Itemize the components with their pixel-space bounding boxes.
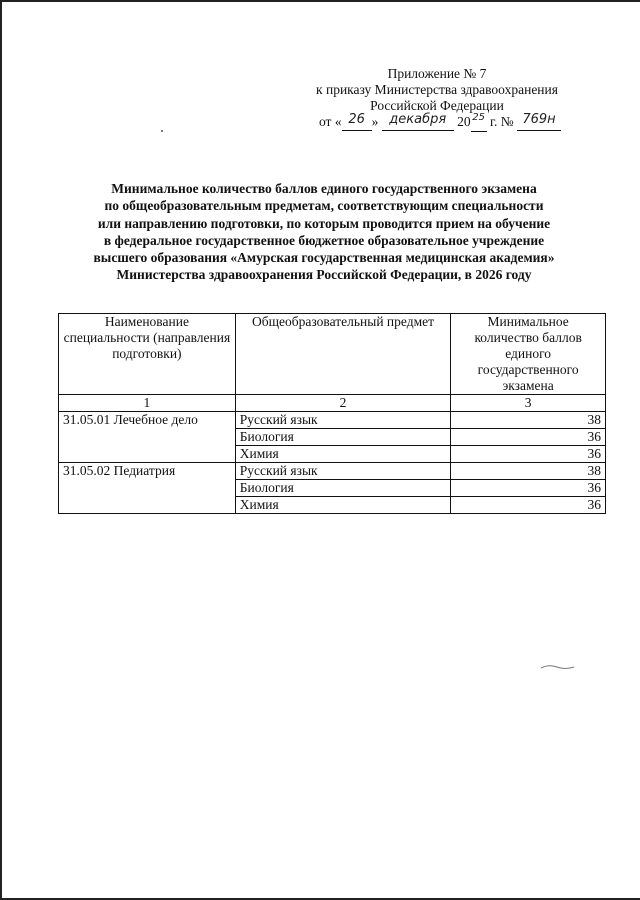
title-line: в федеральное государственное бюджетное образовательное учреждение bbox=[103, 232, 545, 248]
year-prefix: 20 bbox=[457, 114, 471, 129]
score-cell: 38 bbox=[451, 412, 606, 429]
order-date-line bbox=[298, 114, 582, 132]
title-line: Минимальное количество баллов единого государственного экзамена bbox=[111, 181, 537, 196]
order-number-prefix: г. № bbox=[489, 114, 514, 129]
title-line: Министерства здравоохранения Российской Федерации, в 2026 году bbox=[116, 267, 532, 283]
handwritten-order-number: 769н bbox=[522, 112, 556, 127]
subject-cell: Химия bbox=[235, 446, 451, 463]
subject-cell: Биология bbox=[235, 429, 451, 446]
score-cell: 36 bbox=[451, 497, 606, 514]
scan-dust-dot bbox=[161, 130, 163, 132]
score-cell: 36 bbox=[451, 446, 606, 463]
appendix-header bbox=[292, 66, 582, 132]
title-line: или направлению подготовки, по которым проводится прием на обучение bbox=[97, 215, 551, 231]
document-title bbox=[64, 180, 584, 284]
column-number-row bbox=[59, 395, 606, 412]
subject-cell: Химия bbox=[235, 497, 451, 514]
scores-table bbox=[58, 313, 606, 514]
scan-edge-top bbox=[0, 0, 640, 2]
column-number: 3 bbox=[451, 395, 606, 412]
date-mid: » bbox=[371, 114, 379, 129]
scan-pen-mark bbox=[540, 662, 576, 672]
score-cell: 38 bbox=[451, 463, 606, 480]
specialty-cell: 31.05.02 Педиатрия bbox=[59, 463, 236, 514]
subject-cell: Русский язык bbox=[235, 463, 451, 480]
title-line: высшего образования «Амурская государственная медицинская академия» bbox=[93, 250, 555, 266]
header-specialty: Наименование специальности (направления подготовки) bbox=[59, 314, 236, 395]
score-cell: 36 bbox=[451, 429, 606, 446]
header-subject: Общеобразовательный предмет bbox=[235, 314, 451, 395]
score-cell: 36 bbox=[451, 480, 606, 497]
table-header-row bbox=[59, 314, 606, 395]
table-row bbox=[59, 463, 606, 480]
handwritten-year: 25 bbox=[472, 112, 485, 123]
appendix-order-ref: к приказу Министерства здравоохранения bbox=[316, 82, 558, 97]
date-prefix: от « bbox=[318, 114, 342, 129]
header-min-score: Минимальное количество баллов единого государственного экзамена bbox=[451, 314, 606, 395]
title-line: по общеобразовательным предметам, соответствующим специальности bbox=[104, 198, 544, 214]
table-row bbox=[59, 412, 606, 429]
scan-edge-left bbox=[0, 0, 2, 900]
subject-cell: Русский язык bbox=[235, 412, 451, 429]
subject-cell: Биология bbox=[235, 480, 451, 497]
column-number: 2 bbox=[235, 395, 451, 412]
handwritten-month: декабря bbox=[389, 112, 447, 127]
handwritten-day: 26 bbox=[348, 112, 365, 127]
appendix-number: Приложение № 7 bbox=[387, 66, 487, 81]
column-number: 1 bbox=[59, 395, 236, 412]
appendix-ministry: Российской Федерации bbox=[370, 98, 504, 113]
specialty-cell: 31.05.01 Лечебное дело bbox=[59, 412, 236, 463]
